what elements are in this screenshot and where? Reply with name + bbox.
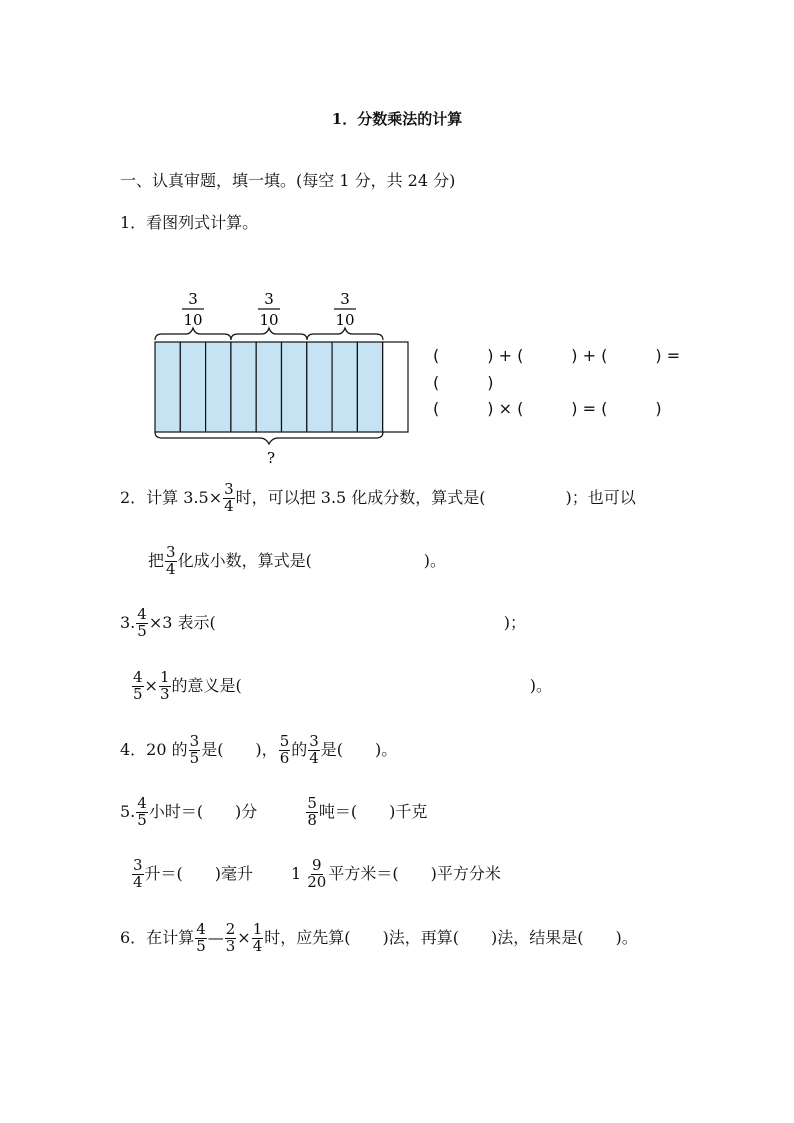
segment-fraction-numerator: 3	[264, 290, 274, 308]
q3-number: 3.	[120, 612, 136, 632]
segment-fraction-numerator: 3	[188, 290, 198, 308]
fraction: $\frac{9}{20}$	[307, 856, 327, 891]
equation-addition: ( ) + ( ) + ( ) =	[433, 346, 681, 365]
question-3-line-1	[120, 607, 526, 640]
shaded-cell	[282, 342, 307, 432]
top-brace-2	[231, 328, 307, 340]
fraction: $\frac{4}{5}$	[133, 668, 143, 703]
q3-text-a: ×3 表示( )；	[148, 612, 526, 632]
fraction: $\frac{1}{4}$	[252, 920, 263, 955]
fraction: $\frac{3}{4}$	[224, 480, 234, 515]
times-sign: ×	[237, 927, 251, 947]
fraction: $\frac{3}{4}$	[166, 543, 176, 578]
q6-text-b: 时，应先算( )法，再算( )法，结果是( )。	[264, 927, 638, 947]
shaded-cell	[180, 342, 205, 432]
fraction: $\frac{4}{5}$	[137, 605, 147, 640]
q2-text-a: 2．计算 3.5×	[120, 487, 223, 507]
q4-text-a: 4．20 的	[120, 739, 188, 759]
segment-fraction-denominator: 10	[183, 311, 203, 329]
shaded-cell	[332, 342, 357, 432]
shaded-cell	[307, 342, 332, 432]
fraction-bar-diagram	[150, 285, 420, 470]
q5-text-c: 升＝( )毫升	[144, 863, 254, 883]
q2-text-b: 时，可以把 3.5 化成分数，算式是( )；也可以	[235, 487, 636, 507]
fraction: $\frac{3}{4}$	[309, 732, 319, 767]
fraction: $\frac{3}{5}$	[189, 732, 200, 767]
shaded-cell	[155, 342, 180, 432]
question-mark: ?	[266, 449, 276, 467]
segment-fraction-denominator: 10	[335, 311, 355, 329]
q5-text-d: 平方米＝( )平方分米	[328, 863, 501, 883]
q3-text-b: 的意义是( )。	[171, 675, 552, 695]
shaded-cell	[231, 342, 256, 432]
q5-number: 5.	[120, 801, 136, 821]
shaded-cell	[206, 342, 231, 432]
mixed-number-whole: 1	[291, 863, 302, 883]
fraction: $\frac{2}{3}$	[225, 920, 236, 955]
equation-addition-result: ( )	[433, 373, 494, 392]
minus-sign: —	[207, 927, 224, 947]
q4-text-b: 是( )，	[201, 739, 278, 759]
page-title: 1．分数乘法的计算	[331, 110, 463, 128]
fraction: $\frac{1}{3}$	[159, 668, 170, 703]
fraction: $\frac{4}{5}$	[137, 794, 147, 829]
fraction: $\frac{4}{5}$	[196, 920, 206, 955]
segment-fraction-numerator: 3	[340, 290, 350, 308]
top-brace-3	[307, 328, 383, 340]
q5-text-a: 小时＝( )分	[148, 801, 258, 821]
question-2-line-2	[148, 545, 446, 578]
question-3-line-2	[131, 670, 552, 703]
fraction: $\frac{3}{4}$	[133, 856, 143, 891]
segment-fraction-denominator: 10	[259, 311, 279, 329]
q4-text-d: 是( )。	[320, 739, 398, 759]
shaded-cell	[357, 342, 382, 432]
question-4	[120, 734, 397, 767]
q4-text-c: 的	[291, 739, 308, 759]
q2-text-c: 把	[148, 550, 165, 570]
times-sign: ×	[144, 675, 158, 695]
question-1-label: 1．看图列式计算。	[120, 213, 259, 232]
top-brace-1	[155, 328, 231, 340]
shaded-cell	[256, 342, 281, 432]
equation-multiplication: ( ) × ( ) = ( )	[433, 399, 662, 418]
q5-text-b: 吨＝( )千克	[318, 801, 428, 821]
question-5-line-1	[120, 796, 427, 829]
empty-cell	[383, 342, 408, 432]
fraction: $\frac{5}{8}$	[307, 794, 317, 829]
fraction: $\frac{5}{6}$	[279, 732, 290, 767]
question-5-line-2	[131, 858, 501, 891]
section-heading: 一、认真审题，填一填。(每空 1 分，共 24 分)	[120, 171, 456, 190]
q2-text-d: 化成小数，算式是( )。	[177, 550, 447, 570]
question-6	[120, 922, 638, 955]
q6-text-a: 6．在计算	[120, 927, 195, 947]
bottom-brace	[155, 432, 383, 444]
question-2-line-1	[120, 482, 636, 515]
